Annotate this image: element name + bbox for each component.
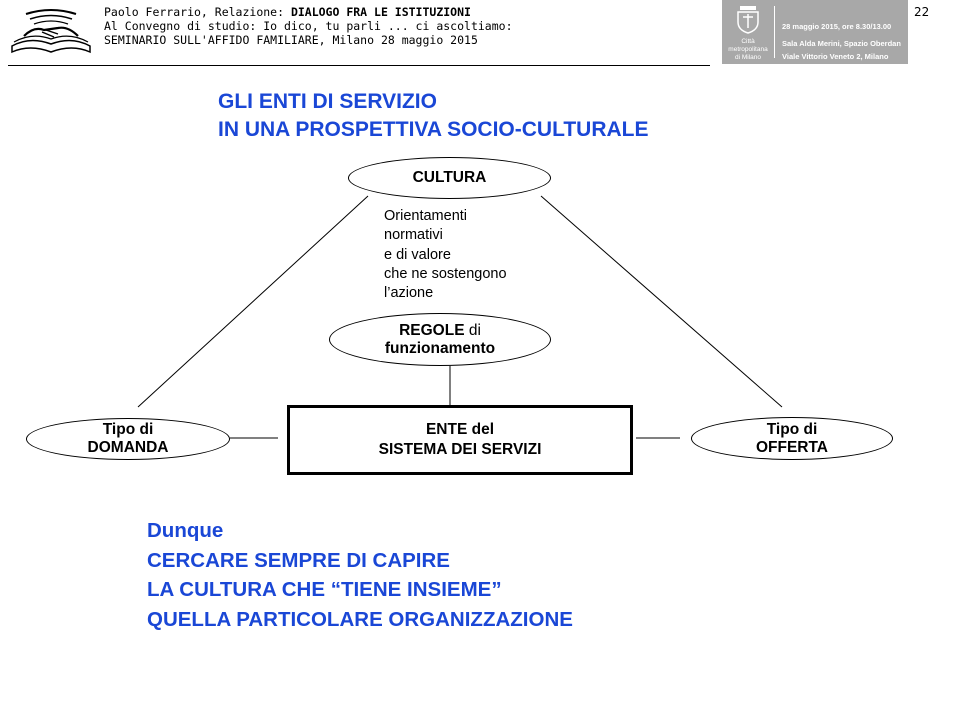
conclusion-line-4: QUELLA PARTICOLARE ORGANIZZAZIONE [147, 607, 573, 631]
header-line-3: SEMINARIO SULL'AFFIDO FAMILIARE, Milano 28 maggio 2015 [104, 33, 478, 47]
domanda-node [26, 418, 230, 460]
header-title: DIALOGO FRA LE ISTITUZIONI [290, 5, 471, 19]
regole-line-2: funzionamento [384, 339, 496, 357]
conclusion-line-1: Dunque [147, 519, 224, 542]
header-line-2: Al Convegno di studio: Io dico, tu parli ... ci ascoltiamo: [104, 19, 513, 33]
conclusion-text [147, 516, 573, 634]
banner-venue-1: Sala Alda Merini, Spazio Oberdan [782, 39, 901, 48]
regole-node [329, 313, 551, 366]
regole-line-1: REGOLE di [399, 321, 481, 339]
orientamenti-line: Orientamenti [384, 208, 468, 224]
conclusion-line-3: LA CULTURA CHE “TIENE INSIEME” [147, 578, 502, 601]
cultura-node [348, 157, 551, 199]
orientamenti-line: e di valore [384, 246, 451, 263]
conclusion-line-2: CERCARE SEMPRE DI CAPIRE [147, 548, 450, 572]
offerta-line-1: Tipo di [766, 420, 818, 438]
page-number: 22 [914, 5, 930, 19]
ente-box [287, 405, 633, 475]
orientamenti-line: che ne sostengono [384, 265, 507, 282]
header-line-1: Paolo Ferrario, Relazione: DIALOGO FRA LE ISTITUZIONI [104, 5, 471, 19]
domanda-line-2: DOMANDA [87, 439, 169, 456]
ente-line-1: ENTE del [425, 421, 495, 438]
offerta-line-2: OFFERTA [755, 438, 829, 456]
banner-venue-2: Viale Vittorio Veneto 2, Milano [782, 52, 889, 61]
offerta-node [691, 417, 893, 460]
orientamenti-line: normativi [384, 227, 443, 244]
ente-line-2: SISTEMA DEI SERVIZI [378, 441, 542, 458]
connector-cultura-domanda [138, 196, 368, 407]
orientamenti-text [384, 207, 507, 303]
domanda-line-1: Tipo di [102, 421, 154, 438]
orientamenti-line: l’azione [384, 285, 434, 302]
banner-date: 28 maggio 2015, ore 8.30/13.00 [782, 22, 892, 31]
banner-org-name: Città metropolitana di Milano [728, 38, 768, 61]
title-line-1: GLI ENTI DI SERVIZIO [218, 90, 437, 113]
connector-cultura-offerta [541, 196, 782, 407]
cultura-label: CULTURA [412, 169, 487, 186]
title-line-2: IN UNA PROSPETTIVA SOCIO-CULTURALE [218, 118, 649, 141]
